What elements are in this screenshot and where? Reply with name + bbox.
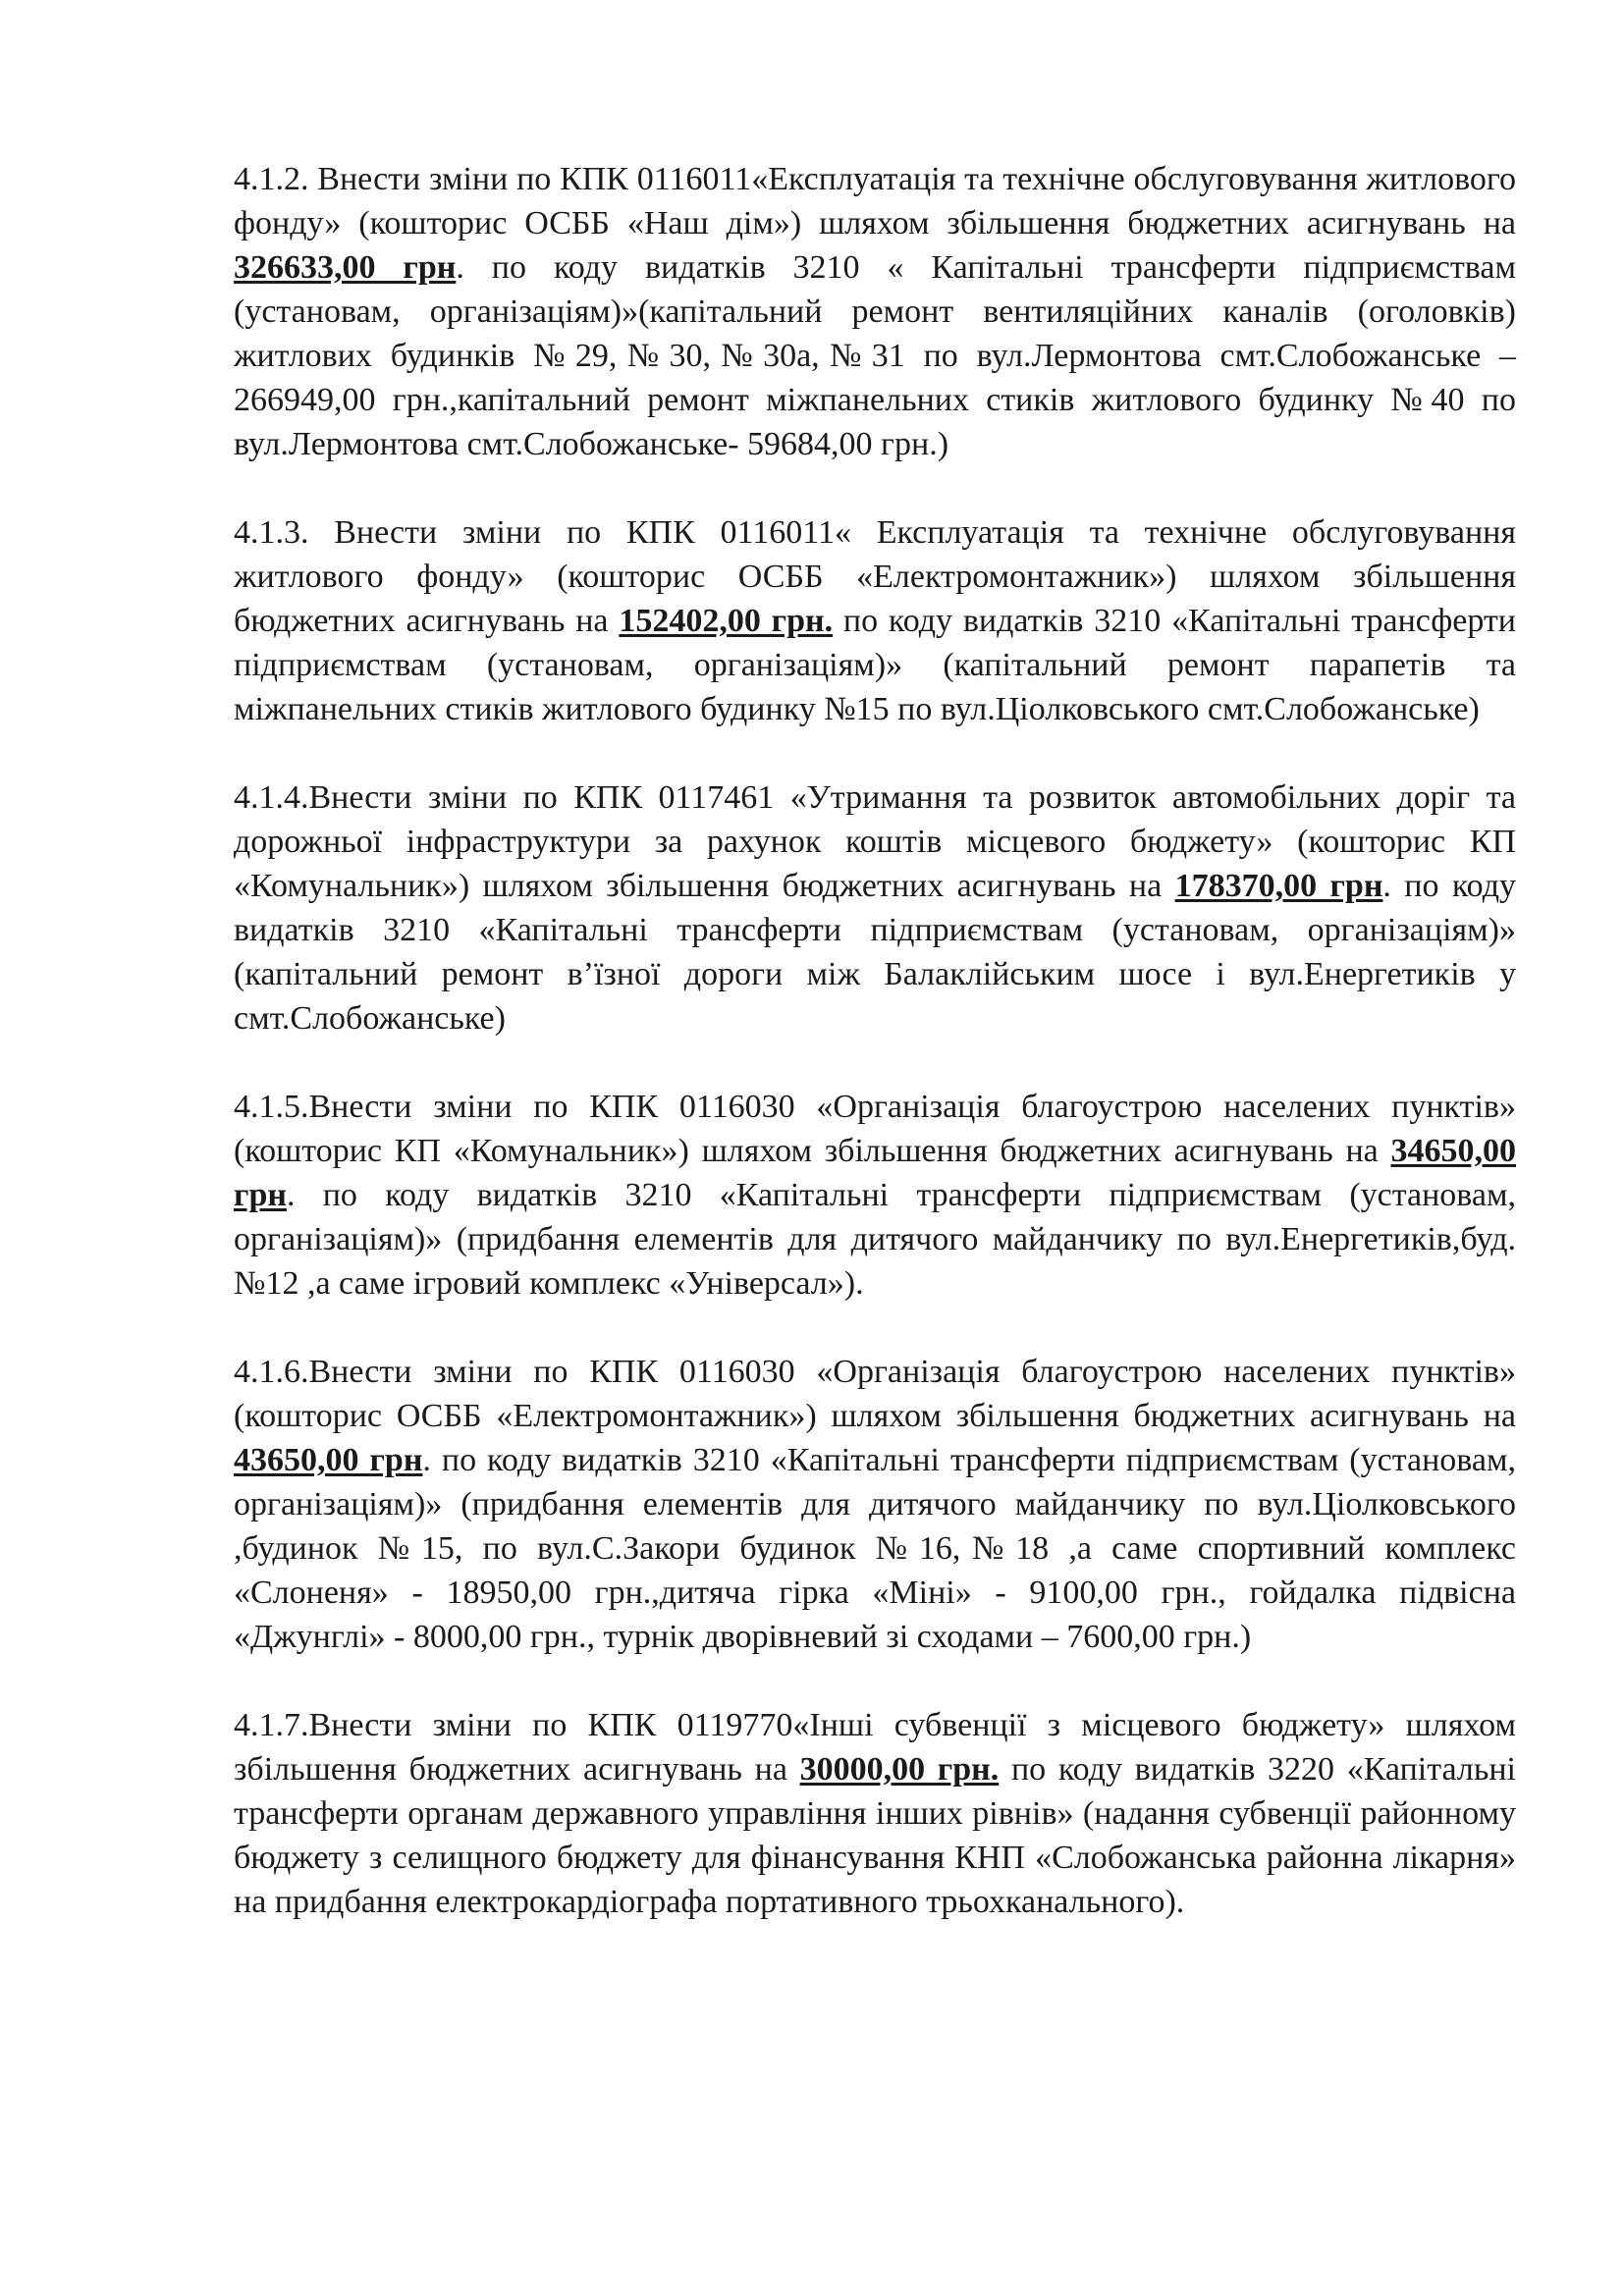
amount-highlight: 178370,00 грн xyxy=(1174,868,1383,904)
paragraph-text: . по коду видатків 3210 « Капітальні трансферти підприємствам (установам, організаціям)»(капітальний ремонт вентиляційних каналів (оголовків) житлових будинків №29,№30,№30а,№31 по вул.Лермонтова смт.Слобожанське – 266949,00 грн.,капітальний ремонт міжпанельних стиків житлового будинку №40 по вул.Лермонтова смт.Слобожанське- 59684,00 грн.) xyxy=(234,249,1516,462)
paragraph-text: 4.1.4.Внести зміни по КПК 0117461 «Утримання та розвиток автомобільних доріг та дорожньої інфраструктури за рахунок коштів місцевого бюджету» (кошторис КП «Комунальник») шляхом збільшення бюджетних асигнувань на xyxy=(234,779,1516,904)
paragraph-text: 4.1.5.Внести зміни по КПК 0116030 «Організація благоустрою населених пунктів» (кошторис КП «Комунальник») шляхом збільшення бюджетних асигнувань на xyxy=(234,1089,1516,1169)
paragraph-text: 4.1.7.Внести зміни по КПК 0119770«Інші субвенції з місцевого бюджету» шляхом збільшення бюджетних асигнувань на xyxy=(234,1707,1516,1788)
paragraph-4-1-4 xyxy=(234,775,1516,1041)
paragraph-text: по коду видатків 3210 «Капітальні трансферти підприємствам (установам, організаціям)» (капітальний ремонт парапетів та міжпанельних стиків житлового будинку №15 по вул.Ціолковського смт.Слобожанське) xyxy=(234,603,1516,727)
paragraph-text: . по коду видатків 3210 «Капітальні трансферти підприємствам (установам, організаціям)» (придбання елементів для дитячого майданчику по вул.Ціолковського ,будинок №15, по вул.С.Закори будинок №16,№18 ,а саме спортивний комплекс «Слоненя» - 18950,00 грн.,дитяча гірка «Міні» - 9100,00 грн., гойдалка підвісна «Джунглі» - 8000,00 грн., турнік дворівневий зі сходами – 7600,00 грн.) xyxy=(234,1442,1516,1655)
amount-highlight: 43650,00 грн xyxy=(234,1442,423,1478)
paragraph-4-1-2 xyxy=(234,157,1516,466)
paragraph-4-1-7 xyxy=(234,1703,1516,1924)
paragraph-text: по коду видатків 3220 «Капітальні трансферти органам державного управління інших рівнів» (надання субвенції районному бюджету з селищного бюджету для фінансування КНП «Слобожанська районна лікарня» на придбання електрокардіографа портативного трьохканального). xyxy=(234,1751,1516,1920)
amount-highlight: 34650,00 грн xyxy=(234,1133,1516,1213)
paragraph-text: 4.1.3. Внести зміни по КПК 0116011« Експлуатація та технічне обслуговування житлового фонду» (кошторис ОСББ «Електромонтажник») шляхом збільшення бюджетних асигнувань на xyxy=(234,514,1516,639)
paragraph-4-1-3 xyxy=(234,510,1516,731)
amount-highlight: 326633,00 грн xyxy=(234,249,457,286)
paragraph-text: 4.1.2. Внести зміни по КПК 0116011«Експлуатація та технічне обслуговування житлового фонду» (кошторис ОСББ «Наш дім») шляхом збільшення бюджетних асигнувань на xyxy=(234,161,1516,241)
paragraph-text: 4.1.6.Внести зміни по КПК 0116030 «Організація благоустрою населених пунктів» (кошторис ОСББ «Електромонтажник») шляхом збільшення бюджетних асигнувань на xyxy=(234,1354,1516,1434)
paragraph-text: . по коду видатків 3210 «Капітальні трансферти підприємствам (установам, організаціям)» (капітальний ремонт в’їзної дороги між Балаклійським шосе і вул.Енергетиків у смт.Слобожанське) xyxy=(234,868,1516,1037)
paragraph-4-1-5 xyxy=(234,1085,1516,1306)
amount-highlight: 152402,00 грн. xyxy=(619,603,834,639)
document-body xyxy=(234,157,1516,1968)
amount-highlight: 30000,00 грн. xyxy=(799,1751,1000,1788)
paragraph-4-1-6 xyxy=(234,1350,1516,1659)
paragraph-text: . по коду видатків 3210 «Капітальні трансферти підприємствам (установам, організаціям)» (придбання елементів для дитячого майданчику по вул.Енергетиків,буд.№12 ,а саме ігровий комплекс «Універсал»). xyxy=(234,1177,1516,1302)
